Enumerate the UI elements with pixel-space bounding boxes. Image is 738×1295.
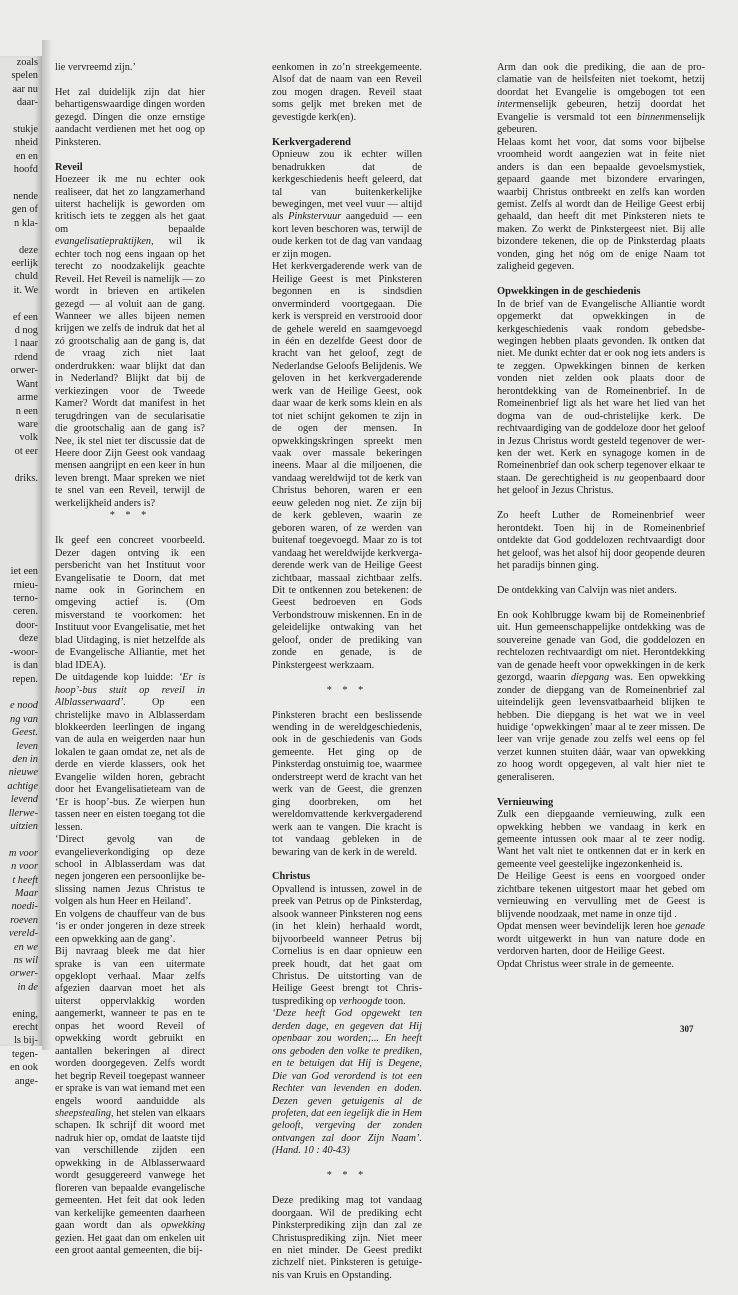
- previous-page-line: rdend: [14, 351, 38, 363]
- previous-page-line: rnieu-: [13, 579, 38, 591]
- previous-page-line: e nood: [10, 700, 38, 712]
- page-number: 307: [680, 1024, 694, 1034]
- section-heading-kerkvergaderend: Kerkvergaderend: [272, 136, 351, 148]
- paragraph: lie vervreemd zijn.’: [55, 62, 136, 73]
- section-divider: * * *: [326, 684, 368, 696]
- paragraph: Het zal duidelijk zijn dat hier behartigenswaardige dingen worden gezegd. Dingen die onze ernstige aandacht verdienen met het oog op Pinksteren.: [55, 86, 205, 148]
- line-gap: [0, 498, 42, 511]
- previous-page-line: gen of: [11, 204, 38, 216]
- paragraph: Deze prediking mag tot vandaag doorgaan. Wil de prediking echt Pinksterprediking zijn dan zal ze Christusprediking zijn. Niet meer en niet minder. De Geest predikt zichzelf niet. Pinksteren is getuigenis van Kruis en Opstanding.: [272, 1195, 422, 1281]
- previous-page-line: aar nu: [12, 83, 38, 95]
- previous-page-line: ef een: [12, 311, 38, 323]
- previous-page-line: stukje: [13, 124, 38, 136]
- previous-page-line: hoofd: [13, 164, 38, 176]
- paragraph: Helaas komt het voor, dat soms voor bijbelse vroomheid wordt aangezien wat in feite niet anders is dan een bepaalde gevoelsmystiek, gepaard gaande met bizondere ervaringen, waarbij Christus ontbreekt en zelfs kan worden gemist. Zelfs al wordt dan de Heilige Geest erbij gehaald, dan heeft dit met Pinksteren niets te maken. Zo werkt de Pinkstergeest niet. Bij alle bizondere tekenen, die op de Pinksterdag plaats vonden, ging het nóg om de enige Naam tot zaligheid gegeven.: [497, 136, 705, 273]
- previous-page-line: t heeft: [12, 874, 38, 886]
- line-gap: [0, 686, 42, 699]
- paragraph: De ontdekking van Calvijn was niet anders.: [497, 584, 677, 596]
- previous-page-line: n kla-: [14, 217, 38, 229]
- previous-page-line: deze: [18, 244, 38, 256]
- previous-page-line: levend: [10, 794, 38, 806]
- previous-page-line: n een: [15, 405, 38, 417]
- previous-page-line: en en: [15, 150, 38, 162]
- previous-page-line: ot eer: [14, 445, 38, 457]
- previous-page-line: l naar: [14, 338, 38, 350]
- paragraph: De uitdagende kop luidde: ‘Er is hoop’-bus stuit op reveil in Alblasserwaard’. Op een christelijke mavo in Alblasserdam blokkeerden leerlingen de ingang van de aula en weigerden naar hun lokalen te gaan omdat ze, net als de derde en vierde klassers, ook het Evangelie wilden horen, gebracht door het Evangelisatieteam van de ‘Er is hoop’-bus. Ze wierpen hun tassen neer en eisten toegang tot die lessen.: [55, 672, 205, 833]
- column-2: [272, 62, 422, 1295]
- previous-page-line: it. We: [13, 284, 38, 296]
- previous-page-line: iet een: [10, 566, 38, 578]
- scripture-quote: ‘Deze heeft God opgewekt ten derden dage, en gegeven dat Hij openbaar zou worden;... En heeft ons geboden den volke te prediken, en te betuigen dat Hij is Degene, Die van God verordend is tot een Rechter van levenden en doden. Dezen geven getuigenis al de profeten, dat een iegelijk die in Hem gelooft, vergeving der zonden ontvangen zal door Zijn Naam’. (Hand. 10 : 40-43): [272, 1008, 422, 1157]
- previous-page-line: Want: [16, 378, 38, 390]
- line-gap: [0, 485, 42, 498]
- line-gap: [0, 994, 42, 1007]
- previous-page-line: llerwe-: [8, 807, 38, 819]
- previous-page-line: erecht: [12, 1022, 38, 1034]
- page-gutter: [42, 40, 52, 1050]
- previous-page-line: vereld-: [8, 928, 38, 940]
- previous-page-line: ware: [17, 418, 38, 430]
- previous-page-line: -woor-: [9, 646, 38, 658]
- column-1: [55, 62, 205, 1257]
- paragraph: ‘Direct gevolg van de evangelieverkondiging op deze school in Alblasserdam was dat negen jongeren een persoonlijke beslissing namen Jezus Christus te volgen als hun Heer en Heiland’.: [55, 834, 205, 908]
- paragraph: Bij navraag bleek me dat hier sprake is van een uitermate opgeklopt verhaal. Maar zelfs afgezien daarvan moet het als uiterst oppervlakkig worden aangemerkt, wanneer te pas en te onpas het woord Reveil of opwekking wordt gebruikt en aantallen bekeringen al direct worden doorgegeven. Zelfs wordt het begrip Reveil toegepast wanneer er sprake is van wat iemand met een engels woord aanduidde als sheepstealing, het stelen van elkaars schapen. Ik schrijf dit woord met nadruk hier op, omdat de laatste tijd van verschillende zijden een opwekking in de Alblasserwaard wordt gesuggereerd vanwege het floreren van bepaalde evangelische gemeenten. Het feit dat ook leden van kerkelijke gemeenten daarheen gaan wordt dan als opwekking gezien. Het gaat dan om enkelen uit een groot aantal gemeenten, die bij-: [55, 946, 205, 1256]
- section-divider: * * *: [326, 1170, 368, 1182]
- previous-page-line: Geest.: [11, 727, 38, 739]
- paragraph: Opdat mensen weer bevindelijk leren hoe genade wordt uitgewerkt in hun van nature dode en verdorven harten, door de Heilige Geest.: [497, 921, 705, 958]
- paragraph: In de brief van de Evangelische Alliantie wordt opgemerkt dat opwekkingen in de kerkgeschiedenis vaak rondom gebedsbewegingen hebben plaats gevonden. Ik ontken dat niet. Me dunkt echter dat er ook nog iets anders is te zeggen. Opwekkingen binnen de kerken vonden niet zelden ook plaats door de herontdekking van de Romeinenbrief. In de Romeinenbrief ligt als het ware het lied van het dogma van de oud-christelijke kerk. De rechtvaardiging van de goddeloze door het geloof in Jezus Christus wordt gesteld tegenover de werken der wet. Kerk en synagoge komen in de Romeinenbrief dan ook scherp tegenover elkaar te staan. De gerechtigheid is nu geopenbaard door het geloof in Jezus Christus.: [497, 298, 705, 497]
- paragraph: De Heilige Geest is eens en voorgoed onder zichtbare tekenen uitgestort maar het gebed om vernieuwing en vervulling met de Geest is blijvende noodzaak, met name in onze tijd .: [497, 871, 705, 920]
- line-gap: [0, 525, 42, 538]
- previous-page-line: orwer-: [9, 968, 38, 980]
- paragraph: En ook Kohlbrugge kwam bij de Romeinenbrief uit. Hun gemeenschappelijke ontdekking was de souvereine genade van God, die goddelozen en rechtelozen rechtvaardigt om niet. Herontdekking van de genade heeft voor opwekkingen in de kerk gezorgd, waarin diepgang was. Een opwekking zonder de diepgang van de Romeinenbrief zal uiteindelijk geen levensvatbaarheid blijken te hebben. Die diepgang is het wat we in veel huidige ‘opwekkingen’ maar al te zeer missen. De leer van vrije genade zou zelfs wel eens op fel verzet kunnen stuiten dáár, waar van opwekking zo hoog wordt opgegeven, al valt hier niet te generaliseren.: [497, 609, 706, 783]
- line-gap: [0, 110, 42, 123]
- previous-page-line: deze: [18, 633, 38, 645]
- previous-page-line: nende: [13, 191, 38, 203]
- paragraph: Hoezeer ik me nu echter ook realiseer, dat het zo langzamerhand uiterst hachelijk is geworden om kritisch iets te zeggen als het gaat om bepaalde evangelisatiepraktijken, wil ik echter toch nog eens ingaan op het terecht zo noodzakelijk geachte Reveil. Het Reveil is namelijk — zo wordt in brieven en artikelen gezegd — al voluit aan de gang. Wanneer we alles bijeen nemen krijgen we zelfs de indruk dat het al zó grootschalig aan de gang is, dat de vraag zich niet laat onderdrukken: waar blijkt dat dan in Nederland? Blijkt dat bij de verkiezingen voor de Tweede Kamer? Wordt dat manifest in het terugdringen van de secularisatie die grootschalig aan de gang is? Nee, ik stel niet ter discussie dat de Heere door Zijn Geest ook vandaag mensen aangrijpt en een keer in hun leven brengt. Maar spreken we niet te snel van een Reveil, terwijl de werkelijkheid anders is?: [55, 174, 205, 509]
- previous-page-line: ls bij-: [14, 1035, 38, 1047]
- previous-page-line: spelen: [11, 70, 38, 82]
- paragraph: Arm dan ook die prediking, die aan de proclamatie van de heilsfeiten niet toekomt, hetzij doordat het Evangelie is omgebogen tot een intermenselijk gebeuren, hetzij doordat het Evangelie is versmald tot een binnenmenselijk gebeuren.: [497, 62, 705, 136]
- previous-page-line: leven: [16, 740, 38, 752]
- line-gap: [0, 458, 42, 471]
- previous-page-line: uitzien: [10, 820, 38, 832]
- section-heading-vernieuwing: Vernieuwing: [497, 796, 554, 808]
- previous-page-line: repen.: [12, 673, 38, 685]
- paragraph: Het kerkvergaderende werk van de Heilige Geest is met Pinksteren begonnen en is sindsdien onverminderd voortgegaan. Die kerk is verspreid en verstrooid door de gehele wereld en saamgevoegd in één en dezelfde Geest door de kracht van het geloof, zegt de Nederlandse Geloofs Belijdenis. We geloven in het kerkvergaderende werk van de Heilige Geest, ook daar waar de kerk soms klein en als tot niet schijnt gekomen te zijn in de ogen der mensen. In opwekkingskringen spreekt men vaak over massale bekeringen ineens. Maar al die miljoenen, die vandaag wereldwijd tot de kerk van Christus behoren, waren er een eeuw geleden nog niet. Ze zijn bij de kerk gebleven, waarin ze geboren waren, of ze werden van buitenaf toegevoegd. Maar zo is tot vandaag het wereldwijde kerkvergaderende werk van de Heilige Geest zichtbaar, massaal zichtbaar zelfs. Dit te ontkennen zou betekenen: de Geest bedroeven en Gods Verbondstrouw miskennen. En in de geleidelijke ontwaking van het geloof, onder de prediking van zonde en genade, is de Pinkstergeest werkzaam.: [272, 261, 422, 671]
- paragraph: Opdat Christus weer strale in de gemeente.: [497, 958, 674, 970]
- previous-page-line: terno-: [13, 593, 38, 605]
- previous-page-line: roeven: [10, 914, 38, 926]
- line-gap: [0, 230, 42, 243]
- line-gap: [0, 512, 42, 525]
- previous-page-line: achtige: [7, 780, 38, 792]
- previous-page-line: ening,: [12, 1008, 38, 1020]
- line-gap: [0, 538, 42, 551]
- section-heading-reveil: Reveil: [55, 161, 83, 173]
- previous-page-line: chuld: [14, 271, 38, 283]
- previous-page-edge: [0, 56, 42, 1087]
- previous-page-line: zoals: [16, 57, 38, 68]
- section-heading-christus: Christus: [272, 871, 311, 883]
- previous-page-line: driks.: [14, 472, 38, 484]
- previous-page-line: ns wil: [13, 955, 38, 967]
- previous-page-line: en we: [14, 941, 38, 953]
- paragraph: Zo heeft Luther de Romeinenbrief weer herontdekt. Toen hij in de Romeinenbrief ontdekte dat God goddelozen rechtvaardigt door het geloof, was het alsof hij door geopende deuren het paradijs binnen ging.: [497, 510, 705, 572]
- previous-page-line: ange-: [14, 1075, 38, 1087]
- previous-page-line: orwer-: [10, 365, 38, 377]
- previous-page-line: Maar: [14, 887, 38, 899]
- line-gap: [0, 552, 42, 565]
- previous-page-line: noedi-: [11, 901, 38, 913]
- column-3: [497, 62, 705, 971]
- line-gap: [0, 177, 42, 190]
- paragraph: En volgens de chauffeur van de bus ‘is er onder jongeren in deze streek een opwekking aan de gang’.: [55, 908, 205, 945]
- line-gap: [0, 297, 42, 310]
- previous-page-line: ceren.: [12, 606, 38, 618]
- previous-page-line: daar-: [16, 97, 38, 109]
- previous-page-line: eerlijk: [11, 258, 38, 270]
- previous-page-line: d nog: [14, 325, 38, 337]
- paragraph: Ik geef een concreet voorbeeld. Dezer dagen ontving ik een persbericht van het Instituut voor Evangelisatie te Doorn, dat met name ook in Gorinchem en omgeving actief is. (Om misverstand te voorkomen: het Instituut voor Evangelisatie, met het blad Uitdaging, is niet hetzelfde als de Evangelische Alliantie, met het blad IDEA).: [55, 535, 205, 671]
- previous-page-line: nieuwe: [8, 767, 38, 779]
- previous-page-line: nheid: [14, 137, 38, 149]
- section-heading-opwekkingen: Opwekkingen in de geschiedenis: [497, 286, 641, 298]
- paragraph: Opnieuw zou ik echter willen benadrukken dat de kerkgeschiedenis heeft geleerd, dat tal van buitenkerkelijke bewegingen, met veel vuur — altijd als Pinkstervuur aangeduid — een kort leven beschoren was, terwijl de oude kerken tot de dag van vandaag er zijn mogen.: [272, 149, 423, 260]
- paragraph: Opvallend is intussen, zowel in de preek van Petrus op de Pinksterdag, alsook wanneer Pinksteren nog eens (in het klein) herhaald wordt, bijvoorbeeld wanneer Petrus bij Cornelius is en daar opnieuw een preek houdt, dat het gaat om Christus. De uitstorting van de Heilige Geest brengt tot Christusprediking op verhoogde toon.: [272, 883, 422, 1007]
- previous-page-line: den in: [12, 753, 38, 765]
- previous-page-line: ng van: [10, 713, 38, 725]
- paragraph: eenkomen in zo’n streekgemeente. Alsof dat de naam van een Reveil zou mogen dragen. Reveil staat soms geljk met breken met de gevestigde kerk(en).: [272, 62, 422, 123]
- previous-page-line: is dan: [13, 660, 38, 672]
- previous-page-line: in de: [17, 981, 38, 993]
- paragraph: Pinksteren bracht een beslissende wending in de wereldgeschiedenis, ook in de geschiedenis van Gods gemeente. Het ging op de Pinksterdag onstuimig toe, waarmee onderstreept werd de kracht van het werk van de Geest, die grenzen ging doorbreken, om het wereldomvattende kerkvergaderend werk aan te vangen. Die kracht is tot vandaag gebleken in de bewaring van de kerk in de wereld.: [272, 709, 422, 858]
- previous-page-line: n voor: [11, 861, 38, 873]
- paragraph: Zulk een diepgaande vernieuwing, zulk een opwekking hebben we vandaag in kerk en gemeente intussen ook maar al te zeer nodig. Want het valt niet te ontkennen dat er in kerk en gemeente veel geestelijke ingezonkenheid is.: [497, 809, 705, 870]
- line-gap: [0, 833, 42, 846]
- section-divider: * * *: [109, 510, 151, 522]
- previous-page-line: door-: [15, 619, 38, 631]
- previous-page-line: m voor: [8, 847, 38, 859]
- previous-page-line: volk: [19, 432, 38, 444]
- previous-page-line: tegen-: [12, 1048, 38, 1060]
- previous-page-line: arme: [17, 392, 38, 404]
- previous-page-line: en ook: [10, 1062, 38, 1074]
